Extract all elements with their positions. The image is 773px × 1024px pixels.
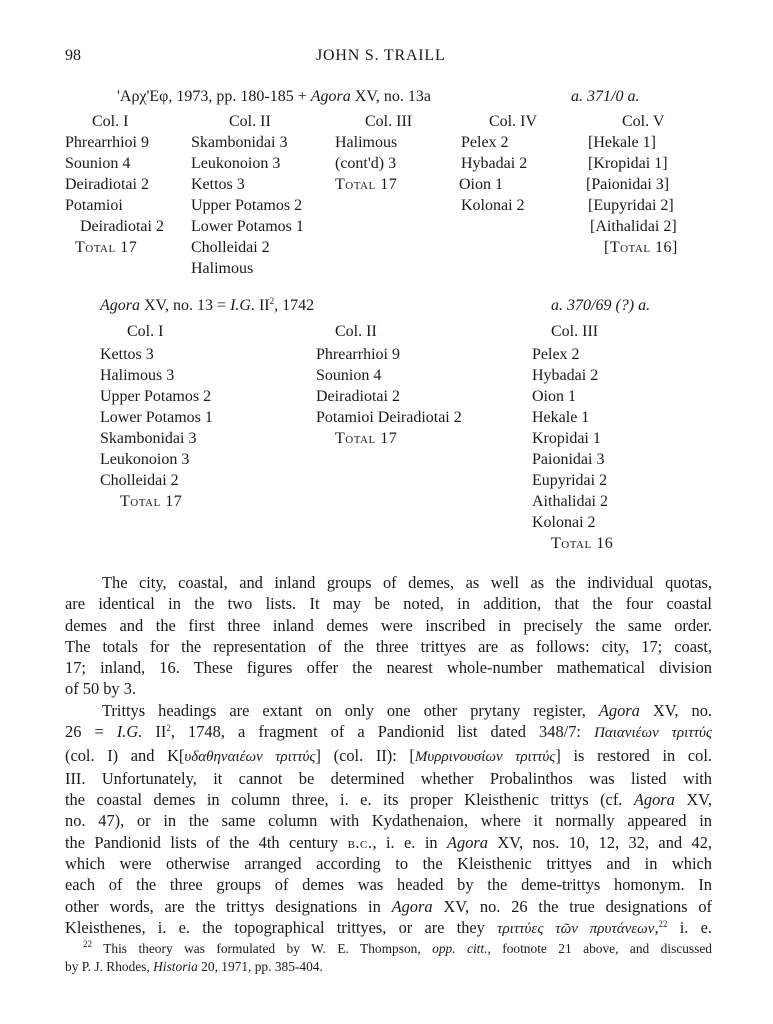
- page-number: 98: [65, 47, 81, 64]
- t1-col1-row: Deiradiotai 2: [80, 218, 164, 235]
- t2-col3-row: Hekale 1: [532, 409, 590, 426]
- text-line: other words, are the trittys designations in Agora XV, no. 26 the true designations of: [65, 896, 712, 916]
- t2-col3-row: Kropidai 1: [532, 430, 601, 447]
- body-paragraph-2: [65, 700, 712, 940]
- t2-col2-total: Total 17: [335, 430, 398, 447]
- text-line: of 50 by 3.: [65, 679, 137, 699]
- text-line: 17; inland, 16. These figures offer the nearest whole-number mathematical division: [65, 658, 712, 678]
- t1-col2-head: Col. II: [229, 113, 271, 130]
- body-paragraph-1: [65, 572, 712, 700]
- t1-col5-row: [Paionidai 3]: [586, 176, 670, 193]
- t1-col5-row: [Kropidai 1]: [588, 155, 668, 172]
- t1-col4-row: Kolonai 2: [461, 197, 525, 214]
- text-line: each of the three groups of demes was headed by the deme-trittys homonym. In: [65, 875, 712, 895]
- footnote-line: $^{22}$ This theory was formulated by W. E. Thompson, opp. citt., footnote 21 above, and discussed: [83, 939, 712, 956]
- t1-col3-row: Halimous: [335, 134, 398, 151]
- t1-col2-row: Upper Potamos 2: [191, 197, 303, 214]
- t1-col2-row: Skambonidai 3: [191, 134, 288, 151]
- t1-col5-total: [Total 16]: [604, 239, 678, 256]
- text-line: The totals for the representation of the three trittyes are as follows: city, 17; coast,: [65, 636, 712, 656]
- t1-col5-row: [Eupyridai 2]: [588, 197, 674, 214]
- t1-col2-row: Halimous: [191, 260, 254, 277]
- t1-col1-total: Total 17: [75, 239, 138, 256]
- table-1-title: 'Αρχ'Εφ, 1973, pp. 180-185 + Agora XV, no. 13a: [117, 88, 431, 105]
- t2-col1-total: Total 17: [120, 493, 183, 510]
- t1-col1-row: Potamioi: [65, 197, 123, 214]
- text-line: Trittys headings are extant on only one other prytany register, Agora XV, no.: [102, 701, 712, 720]
- t2-col1-row: Halimous 3: [100, 367, 175, 384]
- t2-col3-row: Paionidai 3: [532, 451, 605, 468]
- t1-col1-row: Deiradiotai 2: [65, 176, 149, 193]
- t2-col3-row: Oion 1: [532, 388, 576, 405]
- t2-col3-row: Hybadai 2: [532, 367, 599, 384]
- t2-col1-row: Kettos 3: [100, 346, 154, 363]
- t2-col2-row: Deiradiotai 2: [316, 388, 400, 405]
- t2-col1-row: Cholleidai 2: [100, 472, 179, 489]
- footnote-22: [65, 940, 712, 975]
- text-line: the coastal demes in column three, i. e. its proper Kleisthenic trittys (cf. Agora XV,: [65, 790, 712, 810]
- running-author: JOHN S. TRAILL: [316, 47, 446, 64]
- t2-col3-row: Eupyridai 2: [532, 472, 608, 489]
- text-line: III. Unfortunately, it cannot be determined whether Probalinthos was listed with: [65, 768, 712, 788]
- t1-col2-row: Kettos 3: [191, 176, 245, 193]
- t2-col3-head: Col. III: [551, 323, 599, 340]
- t2-col2-row: Sounion 4: [316, 367, 382, 384]
- t1-col4-row: Oion 1: [459, 176, 503, 193]
- t2-col1-row: Leukonoion 3: [100, 451, 190, 468]
- t1-col4-row: Pelex 2: [461, 134, 509, 151]
- t1-col4-head: Col. IV: [489, 113, 537, 130]
- text-line: are identical in the two lists. It may be noted, in addition, that the four coastal: [65, 594, 712, 614]
- t1-col1-row: Phrearrhioi 9: [65, 134, 149, 151]
- text-line: which were otherwise arranged according to the Kleisthenic trittyes and in which: [65, 854, 712, 874]
- t2-col1-row: Upper Potamos 2: [100, 388, 212, 405]
- t2-col1-head: Col. I: [127, 323, 164, 340]
- t2-col1-row: Lower Potamos 1: [100, 409, 213, 426]
- text-line: demes and the first three inland demes were inscribed in precisely the same order.: [65, 615, 712, 635]
- text-line: no. 47), or in the same column with Kydathenaion, where it normally appeared in: [65, 811, 712, 831]
- footnote-ref[interactable]: 22: [658, 918, 668, 929]
- t2-col1-row: Skambonidai 3: [100, 430, 197, 447]
- t1-col2-row: Lower Potamos 1: [191, 218, 304, 235]
- t2-col3-row: Pelex 2: [532, 346, 580, 363]
- t2-col3-total: Total 16: [551, 535, 614, 552]
- footnote-line: by P. J. Rhodes, Historia 20, 1971, pp. 385-404.: [65, 958, 323, 974]
- text-line: (col. I) and K[υδαθηναιέων τριττύς] (col. II): [Μυρρινουσίων τριττύς] is restored in col.: [65, 745, 713, 765]
- t1-col5-head: Col. V: [622, 113, 665, 130]
- t2-col2-head: Col. II: [335, 323, 377, 340]
- table-2-title: Agora XV, no. 13 = I.G. $II^2$, 1742: [100, 296, 315, 314]
- text-line: Kleisthenes, i. e. the topographical trittyes, or are they τριττύες τῶν πρυτάνεων,$^{22}$ i. e.: [65, 917, 712, 937]
- t1-col4-row: Hybadai 2: [461, 155, 528, 172]
- text-line: 26 = I.G. $II^2$, 1748, a fragment of a Pandionid list dated 348/7: Παιανιέων τριττύς: [65, 722, 712, 742]
- t2-col3-row: Kolonai 2: [532, 514, 596, 531]
- t1-col3-row: (cont'd) 3: [335, 155, 397, 172]
- t1-col3-head: Col. III: [365, 113, 413, 130]
- t1-col1-head: Col. I: [92, 113, 129, 130]
- t2-col2-row: Phrearrhioi 9: [316, 346, 400, 363]
- t1-col2-row: Leukonoion 3: [191, 155, 281, 172]
- t1-col5-row: [Hekale 1]: [588, 134, 656, 151]
- text-line: the Pandionid lists of the 4th century b.c., i. e. in Agora XV, nos. 10, 12, 32, and 42,: [65, 832, 713, 852]
- t2-col2-row: Potamioi Deiradiotai 2: [316, 409, 462, 426]
- t1-col3-total: Total 17: [335, 176, 398, 193]
- text-line: The city, coastal, and inland groups of demes, as well as the individual quotas,: [102, 573, 712, 592]
- t1-col5-row: [Aithalidai 2]: [590, 218, 677, 235]
- table-1-date: a. 371/0 a.: [571, 88, 640, 105]
- t1-col1-row: Sounion 4: [65, 155, 131, 172]
- t1-col2-row: Cholleidai 2: [191, 239, 270, 256]
- t2-col3-row: Aithalidai 2: [532, 493, 608, 510]
- table-2-date: a. 370/69 (?) a.: [551, 297, 651, 314]
